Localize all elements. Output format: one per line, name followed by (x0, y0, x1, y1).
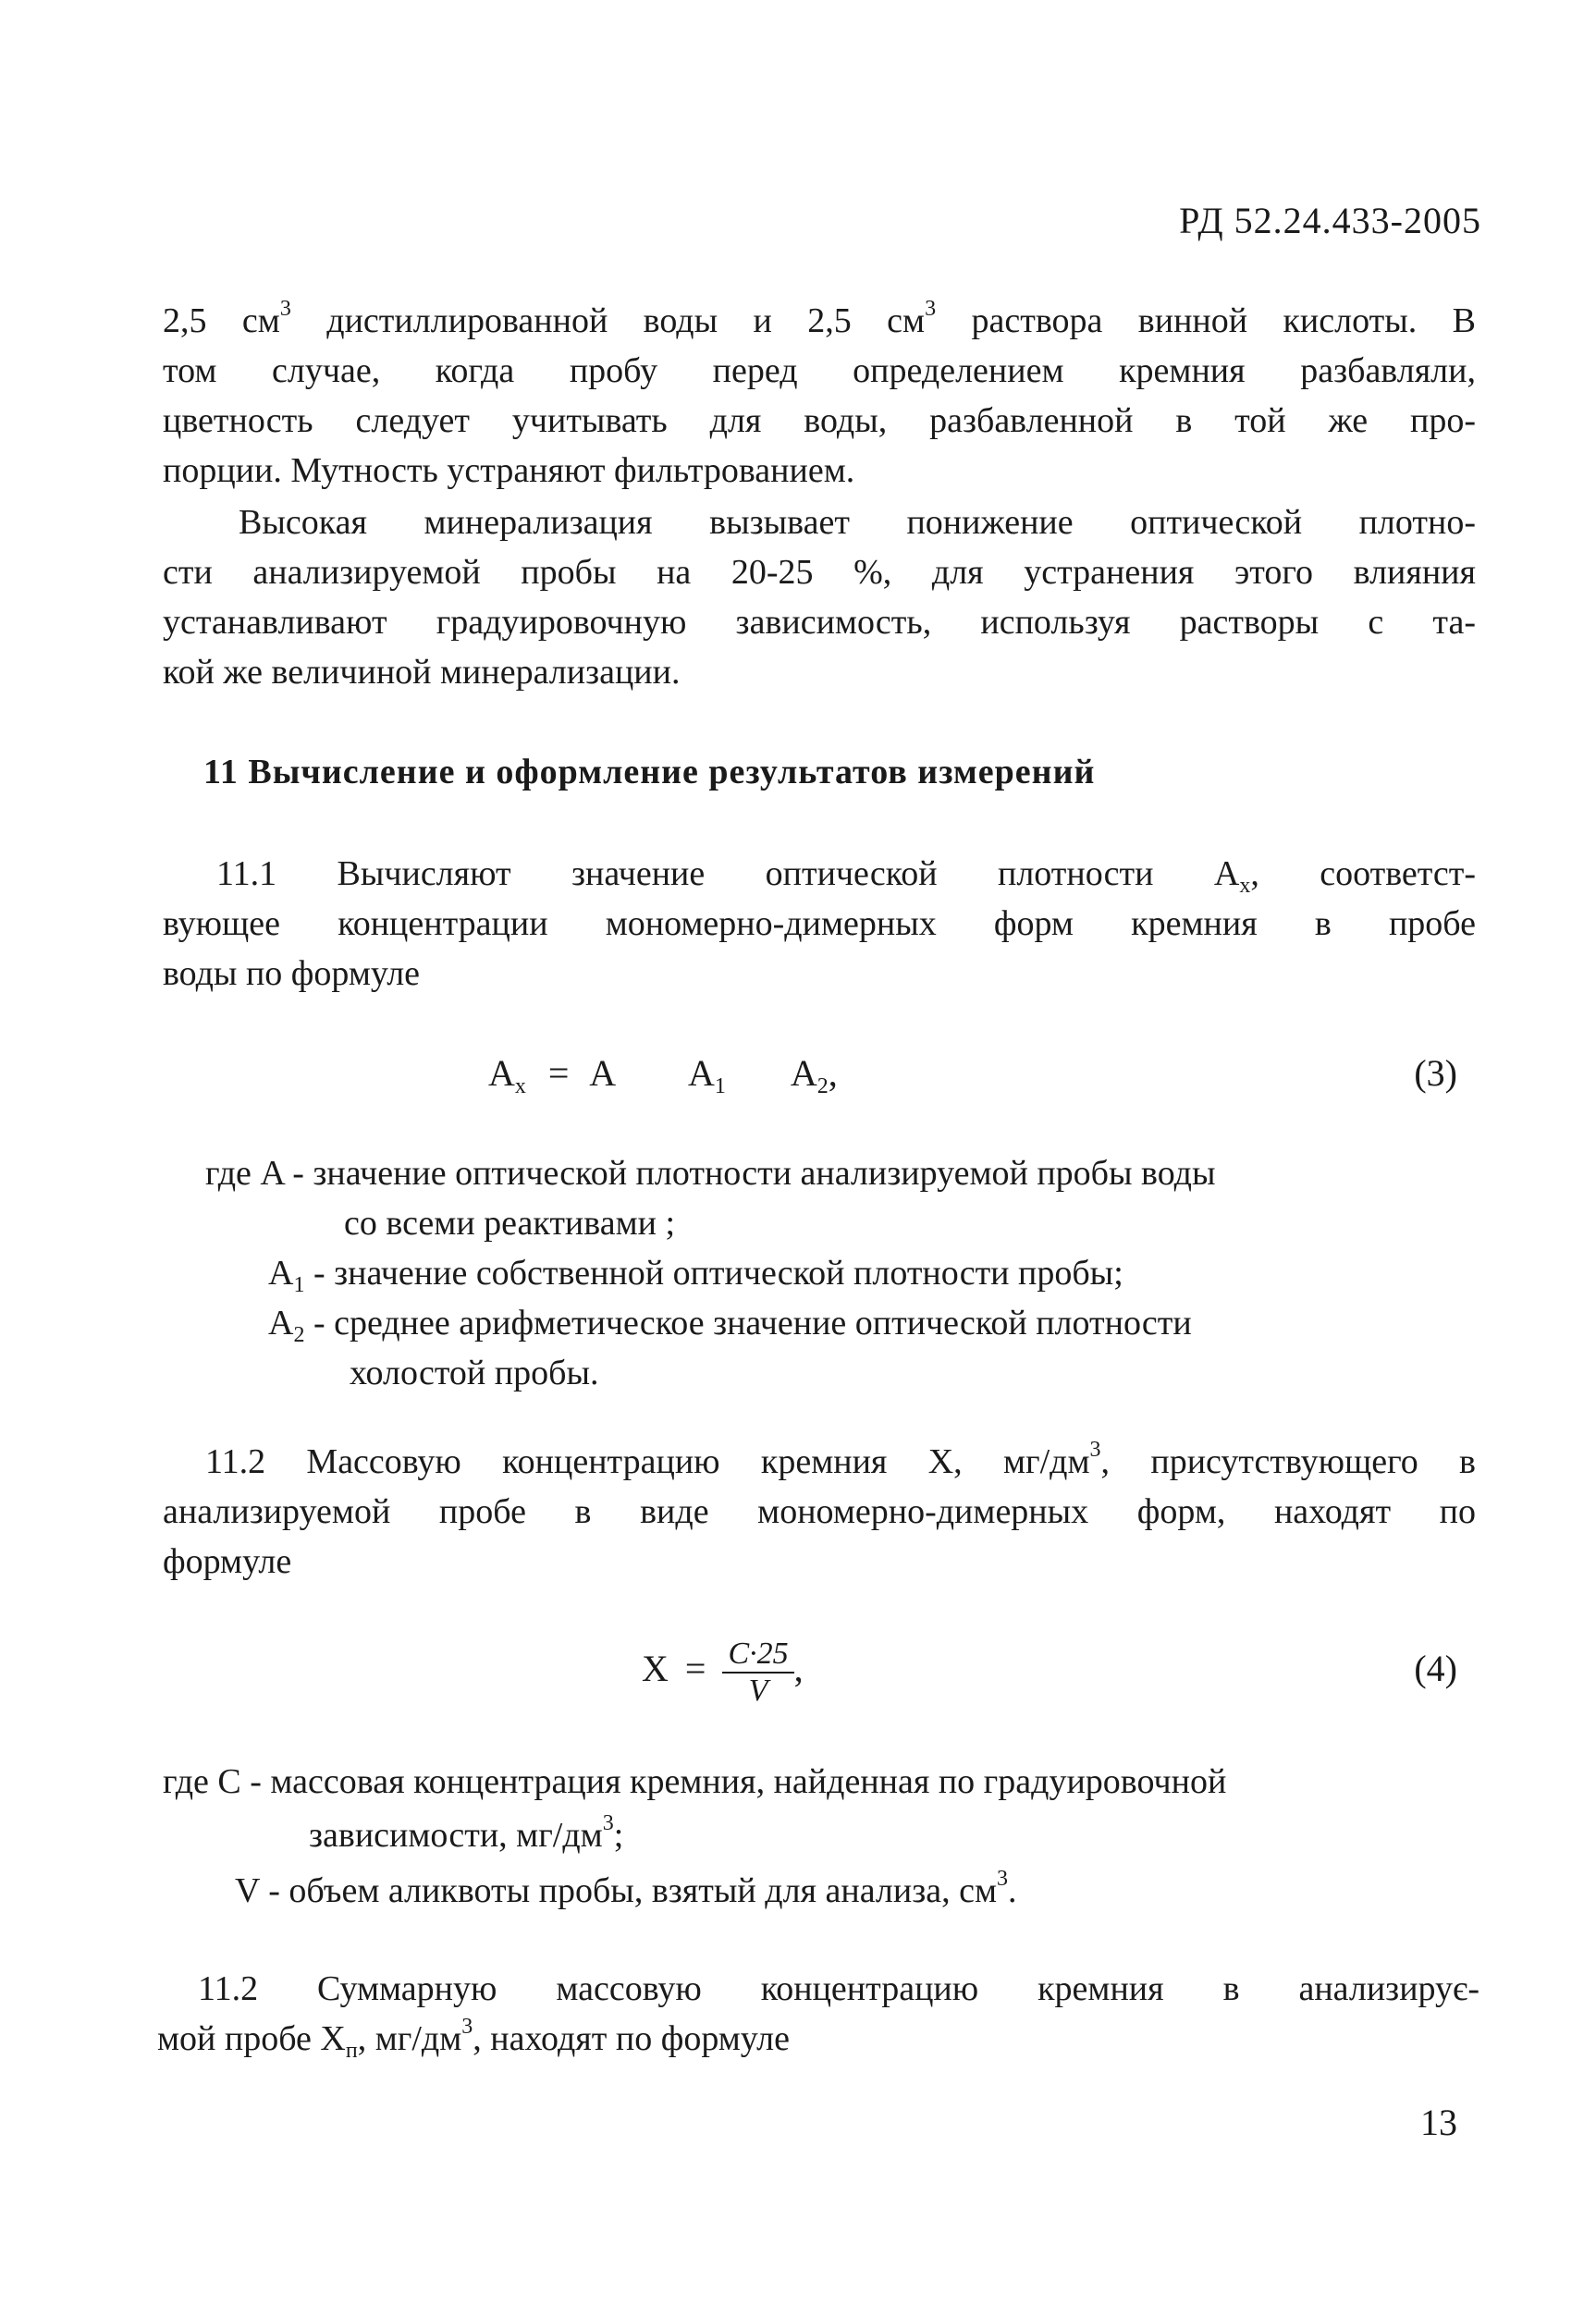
p11-2b-line-1: 11.2 Суммарную массовую концентрацию кремния в анализирує- (198, 1969, 1479, 2008)
paragraph-11-2 (163, 1437, 1476, 1587)
fraction (722, 1637, 793, 1709)
para2-line-2: сти анализируемой пробы на 20-25 %, для устранения этого влияния (163, 553, 1476, 592)
def-v: V - объем аликвоты пробы, взятый для анализа, $см^3$. (235, 1867, 1017, 1910)
fraction-denominator: V (748, 1674, 768, 1708)
equation-number-4: (4) (1414, 1648, 1457, 1689)
page-number: 13 (1420, 2102, 1457, 2143)
def-a2-line-1: $A_2$ - среднее арифметическое значение оптической плотности (268, 1304, 1192, 1347)
para1-line-1: 2,5 $см^3$ дистиллированной воды и 2,5 $см^3$ раствора винной кислоты. В (163, 297, 1476, 340)
p11-1-line-3: воды по формуле (163, 954, 421, 993)
section-heading: 11 Вычисление и оформление результатов измерений (203, 753, 1096, 791)
formula-4: X = $\frac{C\cdot 25}{V}$ , (642, 1637, 804, 1708)
para1-line-4: порции. Мутность устраняют фильтрованием. (163, 451, 855, 490)
p11-2-line-2: анализируемой пробе в виде мономерно-димерных форм, находят по (163, 1492, 1476, 1531)
para2-line-1: Высокая минерализация вызывает понижение оптической плотно- (239, 503, 1476, 542)
para2-line-4: кой же величиной минерализации. (163, 653, 681, 692)
paragraph-mineralization (163, 497, 1476, 697)
p11-1-line-2: вующее концентрации мономерно-димерных форм кремния в пробе (163, 904, 1476, 943)
p11-2-line-1: 11.2 Массовую концентрацию кремния X, $мг/дм^3$, присутствующего в (205, 1438, 1477, 1481)
para1-line-2: том случае, когда пробу перед определением кремния разбавляли, (163, 351, 1476, 390)
paragraph-11-2-total (157, 1964, 1479, 2064)
p11-1-line-1: 11.1 Вычисляют значение оптической плотности $A_x$, соответст- (216, 854, 1476, 898)
formula-3: $A_x = A$ $A_1$ $A_2$, (488, 1052, 838, 1098)
para1-line-3: цветность следует учитывать для воды, разбавленной в той же про- (163, 401, 1476, 440)
def-a-line-2: со всеми реактивами ; (344, 1204, 676, 1243)
document-id: РД 52.24.433-2005 (1179, 200, 1481, 241)
def-c-line-1: где C - массовая концентрация кремния, найденная по градуировочной (163, 1762, 1227, 1801)
para2-line-3: устанавливают градуировочную зависимость, используя растворы с та- (163, 603, 1476, 642)
paragraph-distilled-water (163, 296, 1476, 496)
def-a-line-1: где A - значение оптической плотности анализируемой пробы воды (205, 1154, 1216, 1193)
def-a1: $A_1$ - значение собственной оптической плотности пробы; (268, 1254, 1123, 1297)
p11-2-line-3: формуле (163, 1542, 292, 1581)
def-c-line-2: зависимости, $мг/дм^3$; (309, 1811, 624, 1855)
fraction-numerator: C·25 (722, 1637, 793, 1674)
paragraph-11-1 (163, 849, 1476, 999)
p11-2b-line-2: мой пробе $X_п$, $мг/дм^3$, находят по формуле (157, 2015, 790, 2063)
def-a2-line-2: холостой пробы. (350, 1354, 599, 1392)
equation-number-3: (3) (1414, 1052, 1457, 1094)
